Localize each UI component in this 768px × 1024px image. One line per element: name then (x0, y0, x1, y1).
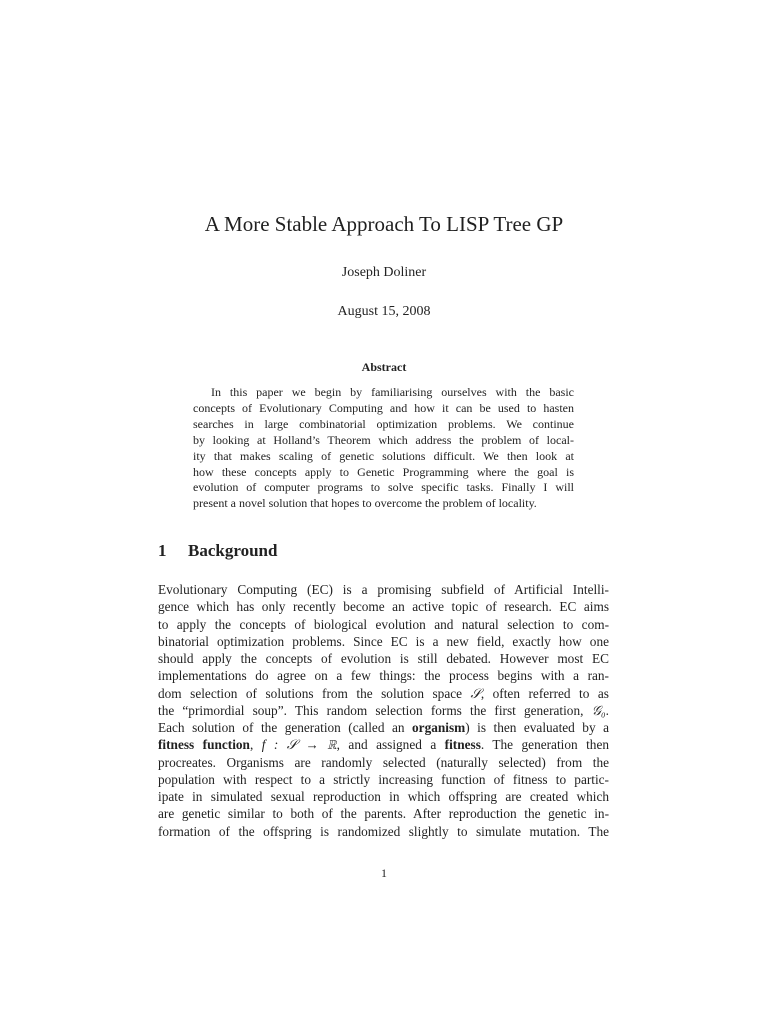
math-first-generation: 𝒢₀ (591, 702, 606, 718)
body-line: should apply the concepts of evolution is still debated. However most EC (158, 651, 609, 666)
abstract-line: searches in large combinatorial optimization problems. We continue (193, 416, 574, 431)
abstract-line: concepts of Evolutionary Computing and how it can be used to hasten (193, 400, 574, 415)
body-line: to apply the concepts of biological evolution and natural selection to com- (158, 616, 609, 632)
body-text-fragment: ) is then evaluated by a (465, 720, 609, 735)
math-solution-space: 𝒮 (470, 685, 481, 701)
body-line: are genetic similar to both of the parents. After reproduction the genetic in- (158, 806, 609, 822)
section-title: Background (188, 541, 278, 560)
body-line: implementations do agree on a few things: the process begins with a ran- (158, 668, 609, 684)
section-heading (158, 540, 277, 562)
abstract-line: In this paper we begin by familiarising ourselves with the basic (211, 385, 574, 399)
abstract-line: how these concepts apply to Genetic Programming where the goal is (193, 464, 574, 479)
body-line (158, 736, 609, 753)
section-number: 1 (158, 541, 167, 560)
body-line: gence which has only recently become an active topic of research. EC aims (158, 599, 609, 615)
paper-date: August 15, 2008 (337, 304, 431, 319)
abstract-line: ity that makes scaling of genetic solutions difficult. We then look at (193, 448, 574, 463)
body-text-fragment: , often referred to as (480, 685, 609, 701)
math-fitness-mapping: f : 𝒮 → ℝ (261, 737, 337, 753)
body-text-fragment: , and assigned a (336, 737, 445, 753)
body-text-fragment: , (249, 737, 262, 753)
term-organism: organism (412, 720, 466, 735)
abstract-line: by looking at Holland’s Theorem which address the problem of local- (193, 432, 574, 447)
body-line (158, 719, 609, 736)
paper-title: A More Stable Approach To LISP Tree GP (204, 212, 564, 236)
body-text-fragment: the “primordial soup”. This random selection forms the first generation, (158, 702, 592, 718)
body-line: ipate in simulated sexual reproduction in which offspring are created which (158, 789, 609, 804)
body-line: Evolutionary Computing (EC) is a promising subfield of Artificial Intelli- (158, 582, 609, 597)
abstract-heading: Abstract (361, 360, 407, 374)
body-line: formation of the offspring is randomized slightly to simulate mutation. The (158, 823, 609, 839)
body-text-fragment: dom selection of solutions from the solution space (158, 685, 471, 701)
abstract-line: present a novel solution that hopes to overcome the problem of locality. (193, 496, 537, 511)
body-text-fragment: . The generation then (480, 737, 609, 753)
term-fitness: fitness (444, 737, 481, 753)
abstract-body (193, 385, 574, 512)
body-line (158, 702, 609, 719)
term-fitness-function: fitness function (158, 737, 250, 753)
body-text-fragment: . (605, 702, 609, 718)
body-paragraph (158, 581, 609, 840)
body-line: binatorial optimization problems. Since EC is a new field, exactly how one (158, 633, 609, 649)
page-number: 1 (381, 866, 387, 880)
abstract-line: evolution of computer programs to solve specific tasks. Finally I will (193, 480, 574, 495)
body-line (158, 685, 609, 702)
body-text-fragment: Each solution of the generation (called an (158, 720, 413, 735)
author-name: Joseph Doliner (341, 265, 427, 280)
body-line: population with respect to a strictly increasing function of fitness to partic- (158, 771, 609, 787)
body-line: procreates. Organisms are randomly selected (naturally selected) from the (158, 754, 609, 770)
